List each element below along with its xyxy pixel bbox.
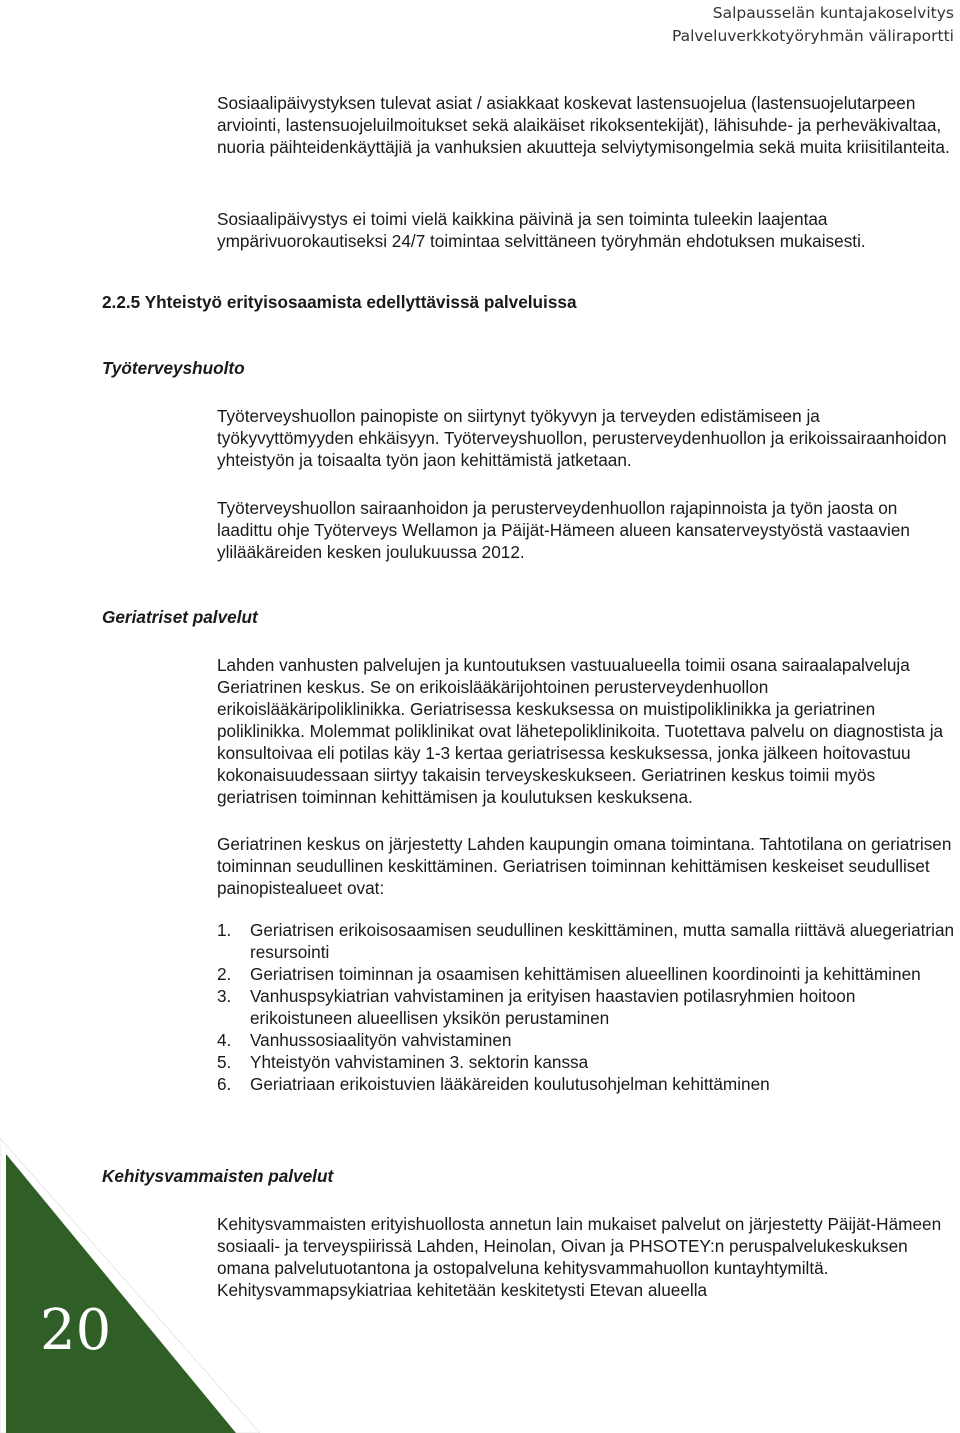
paragraph-geriatriset-1: Lahden vanhusten palvelujen ja kuntoutuksen vastuualueella toimii osana sairaalapalveluja Geriatrinen keskus. Se on erikoislääkärijohtoinen perusterveydenhuollon erikoislääkäripoliklinikka. Geriatrisessa keskuksessa on muistipoliklinikka ja geriatrinen poliklinikka. Molemmat poliklinikat ovat lähetepoliklinikoita. Tuotettava palvelu on diagnostista ja konsultoivaa eli potilas käy 1-3 kertaa geriatrisessa keskuksessa, jonka jälkeen hoitovastuu kokonaisuudessaan siirtyy takaisin terveyskeskukseen. Geriatrinen keskus toimii myös geriatrisen toiminnan kehittämisen ja koulutuksen keskuksena. [217,655,944,807]
section-heading: 2.2.5 Yhteistyö erityisosaamista edellyttävissä palveluissa [102,292,577,312]
page-corner-triangle [0,1138,260,1433]
list-item-number: 6. [217,1074,232,1094]
list-item [217,963,957,985]
list-item [217,1073,957,1095]
list-item-text: Geriatrisen erikoisosaamisen seudullinen keskittäminen, mutta samalla riittävä aluegeriatrian resursointi [250,920,955,962]
paragraph-tyoterveys-2: Työterveyshuollon sairaanhoidon ja perusterveydenhuollon rajapinnoista ja työn jaosta on laadittu ohje Työterveys Wellamon ja Päijät-Hämeen alueen kansaterveystyöstä vastaavien ylilääkäreiden kesken joulukuussa 2012. [217,498,910,562]
paragraph-sosiaalipaivystys-2: Sosiaalipäivystys ei toimi vielä kaikkina päivinä ja sen toiminta tuleekin laajentaa ympärivuorokautiseksi 24/7 toimintaa selvittäneen työryhmän ehdotuksen mukaisesti. [217,209,866,251]
list-item [217,1051,957,1073]
list-item [217,1029,957,1051]
paragraph-geriatriset-2: Geriatrinen keskus on järjestetty Lahden kaupungin omana toimintana. Tahtotilana on geriatrisen toiminnan seudullinen keskittäminen. Geriatrisen toiminnan kehittämisen keskeiset seudulliset painopistealueet ovat: [217,834,952,898]
paragraph-sosiaalipaivystys-1: Sosiaalipäivystyksen tulevat asiat / asiakkaat koskevat lastensuojelua (lastensuojelutarpeen arviointi, lastensuojeluilmoitukset sekä alaikäiset rikoksentekijät), lähisuhde- ja perheväkivaltaa, nuoria päihteidenkäyttäjiä ja vanhuksien akuutteja selviytymisongelmia sekä muita kriisitilanteita. [217,93,950,157]
page-number: 20 [40,1298,112,1363]
list-item-text: Geriatriaan erikoistuvien lääkäreiden koulutusohjelman kehittäminen [250,1074,770,1094]
list-item-number: 5. [217,1052,232,1072]
subheading-geriatriset: Geriatriset palvelut [102,607,258,627]
list-item-text: Vanhuspsykiatrian vahvistaminen ja erityisen haastavien potilasryhmien hoitoon erikoistuneen alueellisen yksikön perustaminen [250,986,856,1028]
subheading-kehitysvammaiset: Kehitysvammaisten palvelut [102,1166,334,1186]
list-item-number: 3. [217,986,232,1006]
list-item-text: Geriatrisen toiminnan ja osaamisen kehittämisen alueellinen koordinointi ja kehittäminen [250,964,921,984]
list-item [217,985,957,1029]
list-item-text: Vanhussosiaalityön vahvistaminen [250,1030,512,1050]
list-item-number: 1. [217,920,232,940]
list-item-number: 4. [217,1030,232,1050]
header-title: Salpausselän kuntajakoselvitys [712,4,954,22]
list-item [217,919,957,963]
paragraph-kehitysvammaiset-1: Kehitysvammaisten erityishuollosta annetun lain mukaiset palvelut on järjestetty Päijät-Hämeen sosiaali- ja terveyspiirissä Lahden, Heinolan, Oivan ja PHSOTEY:n peruspalvelukeskuksen omana palvelutuotantona ja ostopalveluna kehitysvammahuollon kuntayhtymiltä. Kehitysvammapsykiatriaa kehitetään keskitetysti Etevan alueella [217,1214,942,1300]
subheading-tyoterveyshuolto: Työterveyshuolto [102,358,245,378]
list-item-text: Yhteistyön vahvistaminen 3. sektorin kanssa [250,1052,589,1072]
list-item-number: 2. [217,964,232,984]
painopistealueet-list [217,919,957,1095]
paragraph-tyoterveys-1: Työterveyshuollon painopiste on siirtynyt työkyvyn ja terveyden edistämiseen ja työkyvyttömyyden ehkäisyyn. Työterveyshuollon, perusterveydenhuollon ja erikoissairaanhoidon yhteistyön ja toisaalta työn jaon kehittämistä jatketaan. [217,406,947,470]
running-header [672,2,954,48]
header-subtitle: Palveluverkkotyöryhmän väliraportti [671,27,954,45]
